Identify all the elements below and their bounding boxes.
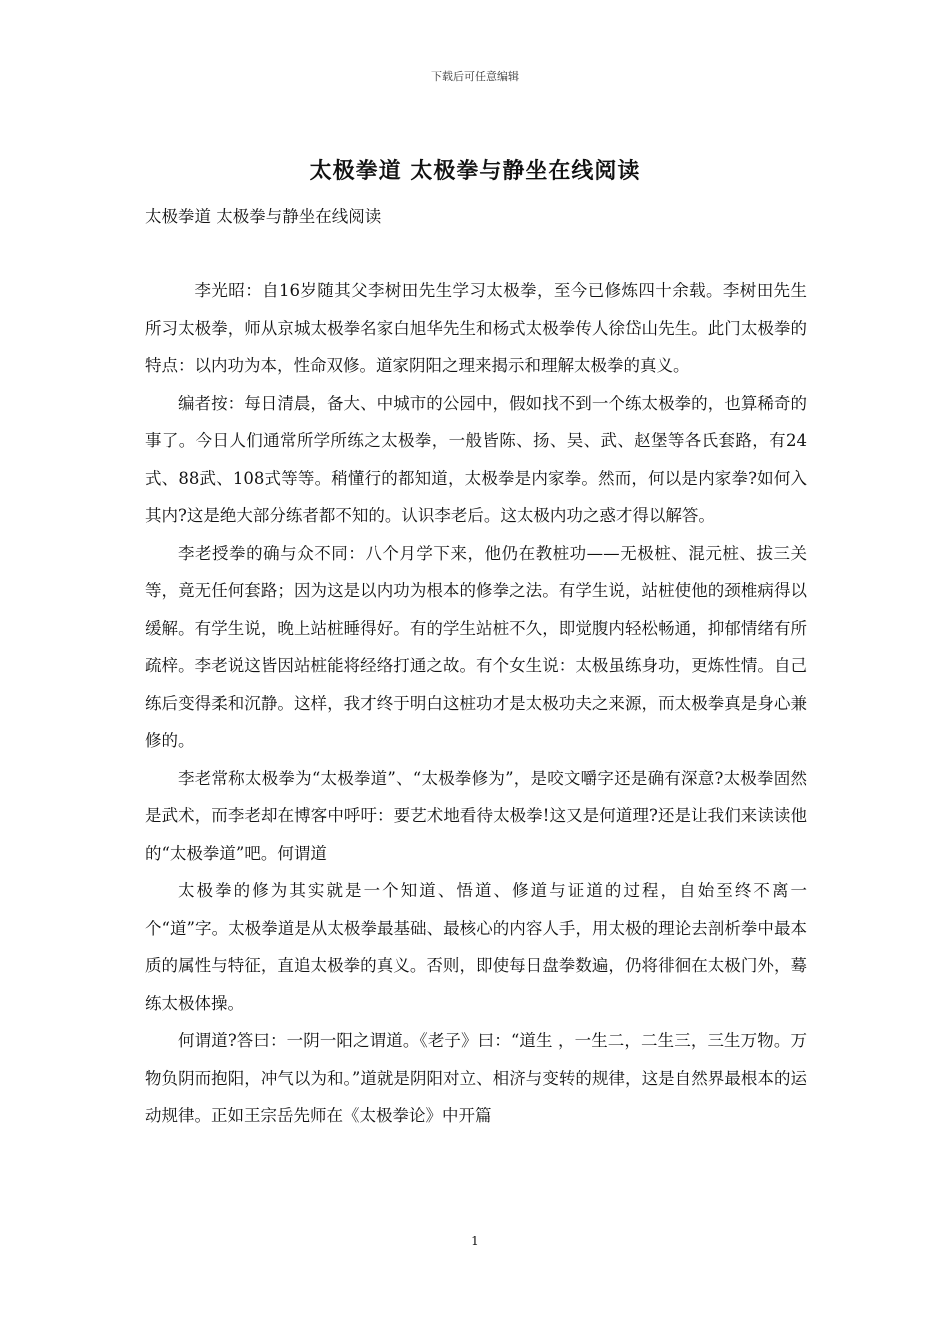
document-body: [145, 272, 807, 1135]
document-subtitle: 太极拳道 太极拳与静坐在线阅读: [145, 207, 382, 226]
paragraph-what-is-dao: 何谓道?答曰：一阴一阳之谓道。《老子》曰：“道生 ，一生二，二生三，三生万物。万物负阴而抱阳，冲气以为和。”道就是阴阳对立、相济与变转的规律，这是自然界最根本的运动规律。正如王宗岳先师在《太极拳论》中开篇: [145, 1031, 807, 1125]
paragraph-taiji-dao: 李老常称太极拳为“太极拳道”、“太极拳修为”，是咬文嚼字还是确有深意?太极拳固然是武术，而李老却在博客中呼吁：要艺术地看待太极拳!这又是何道理?还是让我们来读读他的“太极拳道”吧。何谓道: [145, 768, 807, 863]
page-header-note: 下载后可任意编辑: [431, 70, 519, 83]
page-number: 1: [471, 1234, 479, 1248]
paragraph-teaching: 李老授拳的确与众不同：八个月学下来，他仍在教桩功——无极桩、混元桩、拔三关等，竟无任何套路；因为这是以内功为根本的修拳之法。有学生说，站桩使他的颈椎病得以缓解。有学生说，晚上站桩睡得好。有的学生站桩不久，即觉腹内轻松畅通，抑郁情绪有所疏梓。李老说这皆因站桩能将经络打通之故。有个女生说：太极虽练身功，更炼性情。自己练后变得柔和沉静。这样，我才终于明白这桩功才是太极功夫之来源，而太极拳真是身心兼修的。: [145, 543, 807, 750]
paragraph-author-intro: 李光昭：自16岁随其父李树田先生学习太极拳，至今已修炼四十余载。李树田先生所习太极拳，师从京城太极拳名家白旭华先生和杨式太极拳传人徐岱山先生。此门太极拳的特点：以内功为本，性命双修。道家阴阳之理来揭示和理解太极拳的真义。: [145, 281, 807, 375]
document-title: 太极拳道 太极拳与静坐在线阅读: [309, 158, 641, 184]
paragraph-cultivation: 太极拳的修为其实就是一个知道、悟道、修道与证道的过程，自始至终不离一个“道”字。太极拳道是从太极拳最基础、最核心的内容人手，用太极的理论去剖析拳中最本质的属性与特征，直追太极拳的真义。否则，即使每日盘拳数遍，仍将徘徊在太极门外，蓦练太极体操。: [145, 881, 807, 1013]
paragraph-editor-note: 编者按：每日清晨，备大、中城市的公园中，假如找不到一个练太极拳的，也算稀奇的事了。今日人们通常所学所练之太极拳，一般皆陈、扬、吴、武、赵堡等各氏套路，有24式、88武、108式等等。稍懂行的都知道，太极拳是内家拳。然而，何以是内家拳?如何入其内?这是绝大部分练者都不知的。认识李老后。这太极内功之惑才得以解答。: [145, 393, 807, 525]
